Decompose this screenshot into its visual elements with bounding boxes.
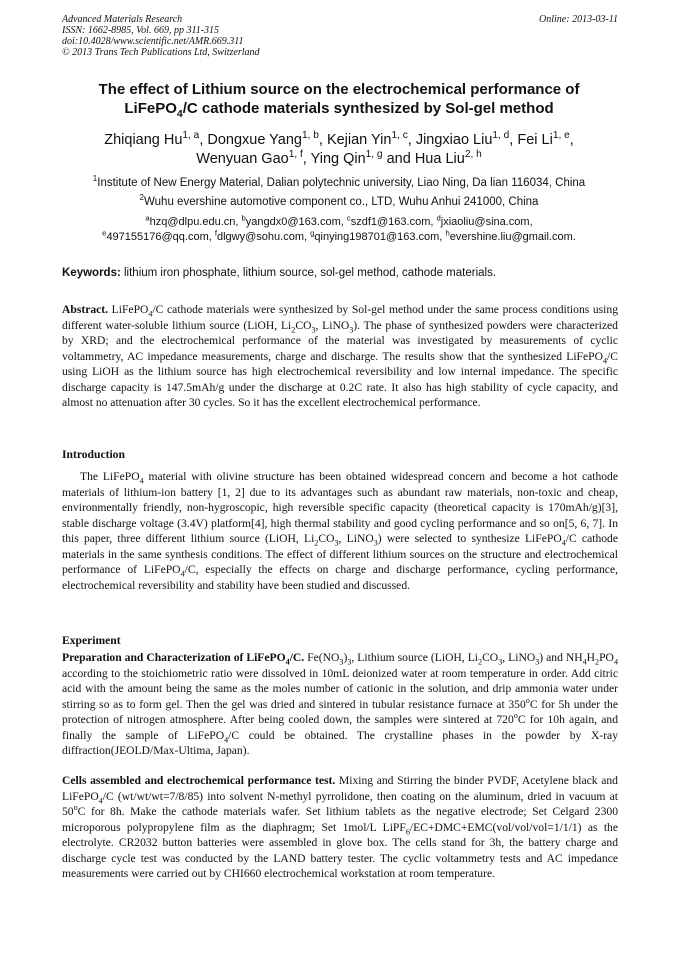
author-line-1: Zhiqiang Hu$^{1, a}$, Dongxue Yang$^{1, b}$, Kejian Yin$^{1, c}$, Jingxiao Liu$^{1, d}$, Fei Li$^{1, e}$,: [104, 130, 574, 148]
journal-name: Advanced Materials Research: [62, 14, 183, 25]
journal-header: [62, 14, 618, 58]
email-address: 497155176@qq.com,: [106, 231, 212, 243]
keywords: [62, 266, 618, 280]
author-name: Wenyuan Gao: [196, 151, 289, 167]
email-line-1: $^a$hzq@dlpu.edu.cn, $^b$yangdx0@163.com, $^c$szdf1@163.com, $^d$jxiaoliu@sina.com,: [145, 213, 533, 228]
issn-line: ISSN: 1662-8985, Vol. 669, pp 311-315: [62, 25, 220, 36]
author-name: Hua Liu: [414, 151, 465, 167]
email-address: jxiaoliu@sina.com,: [440, 216, 533, 228]
author-name: Ying Qin: [310, 151, 366, 167]
author-affil-mark: 1, a: [182, 130, 200, 142]
author-list: [40, 131, 638, 169]
title-line-1: The effect of Lithium source on the electrochemical performance of: [98, 81, 580, 98]
author-affil-mark: 2, h: [464, 149, 482, 161]
email-address: hzq@dlpu.edu.cn,: [149, 216, 239, 228]
email-address: szdf1@163.com,: [350, 216, 434, 228]
keywords-label: Keywords:: [62, 267, 121, 279]
author-affil-mark: 1, b: [301, 130, 319, 142]
email-address: evershine.liu@gmail.com.: [449, 231, 576, 243]
experiment-heading: Experiment: [62, 634, 121, 647]
email-address: yangdx0@163.com,: [245, 216, 344, 228]
author-name: Zhiqiang Hu: [104, 132, 183, 148]
title-line-2: [40, 99, 638, 118]
affil-text: Wuhu evershine automotive component co., LTD, Wuhu Anhui 241000, China: [144, 196, 539, 208]
preparation-label: Preparation and Characterization of LiFePO$_4$/C.: [62, 651, 305, 667]
author-affil-mark: 1, c: [391, 130, 408, 142]
author-line-2: Wenyuan Gao$^{1, f}$, Ying Qin$^{1, g}$ and Hua Liu$^{2, h}$: [196, 149, 482, 167]
introduction-heading: Introduction: [62, 448, 125, 461]
cells-label: Cells assembled and electrochemical performance test.: [62, 774, 336, 787]
affil-text: Institute of New Energy Material, Dalian polytechnic university, Liao Ning, Da lian 116034, China: [97, 177, 586, 189]
affiliation-2: [40, 195, 638, 209]
doi-line: doi:10.4028/www.scientific.net/AMR.669.311: [62, 36, 244, 47]
author-affil-mark: 1, d: [492, 130, 510, 142]
abstract-label: Abstract.: [62, 303, 109, 316]
online-date: Online: 2013-03-11: [539, 14, 618, 25]
email-list: [40, 215, 638, 245]
email-address: qinying198701@163.com,: [314, 231, 443, 243]
author-name: Dongxue Yang: [207, 132, 302, 148]
author-name: Fei Li: [517, 132, 553, 148]
email-address: dlgwy@sohu.com,: [217, 231, 308, 243]
author-name: Jingxiao Liu: [415, 132, 493, 148]
title-formula: LiFePO: [124, 100, 177, 117]
cells-paragraph: Cells assembled and electrochemical performance test. Mixing and Stirring the binder PVDF, Acetylene black and LiFePO$_4$/C (wt/wt/wt=7/8/85) into solvent N-methyl pyrrolidone, then coating on the aluminum, dried in vacuum at 50$^o$C for 8h. Make the cathode materials wafer. Set lithium tablets as the negative electrode; Set Celgard 2300 microporous polypropylene film as the diaphragm; Set 1mol/L LiPF$_6$/EC+DMC+EMC(vol/vol/vol=1/1/1) as the electrolyte. CR2032 button batteries were assembled in glove box. The cells stand for 3h, the battery charge and discharge cycle test was conducted by the LAND battery tester. The cyclic voltammetry tests and AC impedance measurements were carried out by CHI660 electrochemical workstation at room temperature.: [62, 774, 618, 880]
abstract: Abstract. LiFePO$_4$/C cathode materials were synthesized by Sol-gel method under the same process conditions using different water-soluble lithium source (LiOH, $Li_2CO_3$, LiNO$_3$). The phase of synthesized powders were characterized by XRD; and the electrochemical performance of the material was investigated by measurements of cyclic voltammetry, AC impedance measurements, charge and discharge. The results show that the synthesized LiFePO$_4$/C using LiOH as the lithium source has high electrochemical reversibility and low internal impedance. The specific discharge capacity is 147.5mAh/g under the discharge at 0.2C rate. It also has high stability of cycle capacity, and almost no attenuation after 30 cycles. So it has the excellent electrochemical performance.: [62, 303, 619, 409]
copyright-line: © 2013 Trans Tech Publications Ltd, Switzerland: [62, 47, 260, 58]
preparation-paragraph: Preparation and Characterization of LiFePO$_4$/C. $Fe(NO_3)_3$, Lithium source (LiOH, $Li_2CO_3$, LiNO$_3$) and $NH_4H_2PO_4$ according to the stoichiometric ratio were dissolved in 10mL deionized water at room temperature in order. Add citric acid with the amount being the same as the moles number of cationic in the solution, and drip ammonia water under stirring so as to form gel. Then the gel was dried and sintered in tubular resistance furnace at 350$^o$C for 5h under the protection of nitrogen atmosphere. After being cooled down, the samples were sintered at 720$^o$C for 10h again, and finally the sample of LiFePO$_4$/C could be obtained. The crystalline phases in the powder by X-ray diffraction(JEOLD/Max-Ultima, Japan).: [62, 651, 618, 757]
author-name: Kejian Yin: [326, 132, 392, 148]
keywords-text: lithium iron phosphate, lithium source, sol-gel method, cathode materials.: [124, 267, 497, 279]
email-line-2: $^e$497155176@qq.com, $^f$dlgwy@sohu.com, $^g$qinying198701@163.com, $^h$evershine.liu@gmail.com.: [102, 228, 576, 243]
paper-title: [40, 80, 638, 118]
author-affil-mark: 1, f: [288, 149, 303, 161]
author-affil-mark: 1, g: [365, 149, 383, 161]
affil-number: 2: [139, 193, 145, 203]
affil-number: 1: [92, 174, 98, 184]
title-subscript: 4: [176, 108, 183, 120]
author-affil-mark: 1, e: [552, 130, 570, 142]
title-rest: /C cathode materials synthesized by Sol-gel method: [182, 100, 554, 117]
author-conjunction: and: [386, 151, 411, 167]
affiliation-1: [40, 176, 638, 190]
introduction-text: The LiFePO$_4$ material with olivine structure has been obtained widespread concern and become a hot cathode materials of lithium-ion battery [1, 2] due to its advantages such as abundant raw materials, non-toxic and cheap, environmentally friendly, non-hygroscopic, high reversible specific capacity (theoretical capacity is 170mAh/g)[3], stable discharge voltage (3.4V) platform[4], high thermal stability and good cycling performance and so on[5, 6, 7]. In this paper, three different lithium source (LiOH, $Li_2CO_3$, LiNO$_3$) were selected to synthesize LiFePO$_4$/C cathode materials in the same synthesis conditions. The effect of different lithium sources on the structure and electrochemical performance of LiFePO$_4$/C, especially the effects on charge and discharge performance, cycling performance, electrochemical reversibility and stability have been studied and discussed.: [62, 470, 618, 592]
